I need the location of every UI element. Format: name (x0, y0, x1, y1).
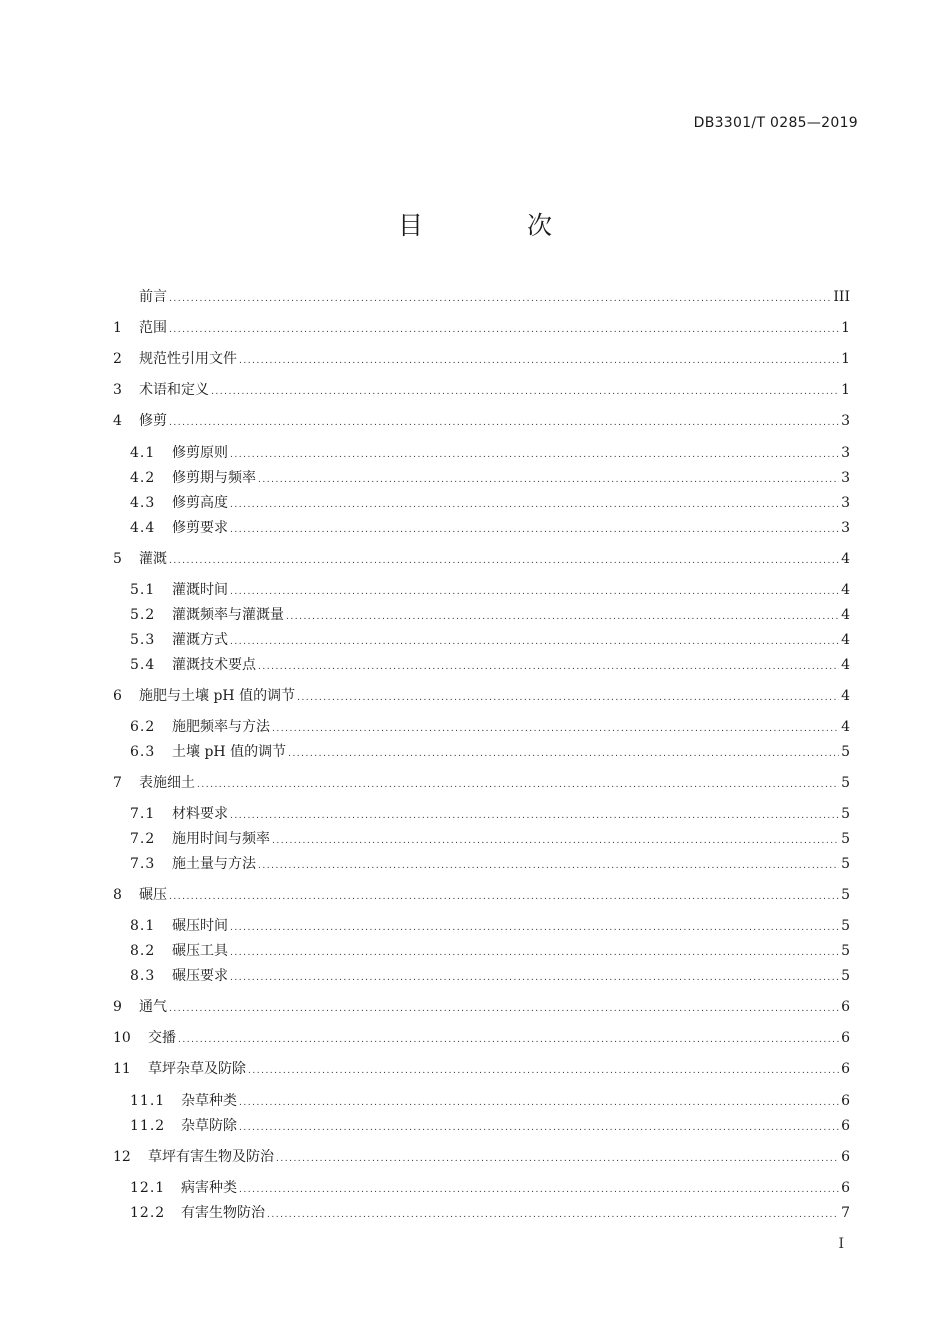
toc-entry[interactable] (113, 686, 850, 706)
toc-entry-number: 12 (113, 1149, 131, 1165)
toc-entry-number: 12.2 (130, 1205, 166, 1221)
toc-dot-leader (276, 1149, 839, 1169)
toc-entry-page: 4 (841, 607, 850, 623)
toc-entry-page: 5 (841, 968, 850, 984)
toc-entry[interactable] (113, 349, 850, 369)
toc-entry-number: 1 (113, 320, 122, 336)
toc-entry-page: 3 (841, 520, 850, 536)
toc-entry-page: 6 (841, 1118, 850, 1134)
footer-page-number: I (838, 1236, 844, 1252)
toc-entry-number: 5.2 (130, 607, 156, 623)
toc-entry[interactable] (130, 742, 850, 762)
toc-entry-number: 11.2 (130, 1118, 166, 1134)
toc-entry-title: 灌溉 (139, 551, 167, 567)
toc-entry-number: 11 (113, 1061, 131, 1077)
toc-entry[interactable] (130, 966, 850, 986)
toc-entry-number: 8.1 (130, 918, 156, 934)
toc-entry-title: 杂草种类 (181, 1093, 237, 1109)
toc-dot-leader (230, 520, 839, 540)
toc-entry-title: 表施细土 (139, 775, 195, 791)
toc-entry[interactable] (130, 804, 850, 824)
toc-dot-leader (272, 831, 839, 851)
toc-entry-title: 规范性引用文件 (139, 351, 237, 367)
toc-dot-leader (239, 351, 839, 371)
toc-dot-leader (178, 1030, 839, 1050)
toc-entry-page: 5 (841, 856, 850, 872)
toc-entry[interactable] (130, 1203, 850, 1223)
toc-dot-leader (230, 918, 839, 938)
toc-entry[interactable] (130, 518, 850, 538)
toc-entry[interactable] (130, 630, 850, 650)
toc-entry-page: 1 (841, 351, 850, 367)
toc-entry-title: 灌溉时间 (172, 582, 228, 598)
toc-entry-page: 6 (841, 1061, 850, 1077)
toc-entry-title: 范围 (139, 320, 167, 336)
toc-entry[interactable] (130, 717, 850, 737)
toc-dot-leader (230, 943, 839, 963)
toc-entry-title: 施肥频率与方法 (172, 719, 270, 735)
toc-entry-page: 4 (841, 582, 850, 598)
toc-dot-leader (211, 382, 839, 402)
toc-entry-number: 7.2 (130, 831, 156, 847)
toc-entry-number: 5.1 (130, 582, 156, 598)
toc-entry-number: 2 (113, 351, 122, 367)
toc-entry[interactable] (113, 885, 850, 905)
toc-entry-title: 前言 (139, 289, 167, 305)
toc-entry[interactable] (130, 493, 850, 513)
toc-entry-page: 3 (841, 470, 850, 486)
toc-entry-title: 通气 (139, 999, 167, 1015)
toc-dot-leader (169, 320, 839, 340)
toc-entry-title: 修剪高度 (172, 495, 228, 511)
toc-entry-title: 有害生物防治 (181, 1205, 265, 1221)
toc-entry-page: 4 (841, 719, 850, 735)
toc-entry[interactable] (130, 443, 850, 463)
toc-dot-leader (272, 719, 839, 739)
toc-entry-title: 材料要求 (172, 806, 228, 822)
toc-entry-number: 5.3 (130, 632, 156, 648)
toc-entry-page: 4 (841, 632, 850, 648)
toc-entry-title: 碾压时间 (172, 918, 228, 934)
toc-dot-leader (230, 445, 839, 465)
toc-entry[interactable] (130, 580, 850, 600)
toc-entry-title: 杂草防除 (181, 1118, 237, 1134)
page-title: 目 次 (398, 211, 600, 240)
toc-entry[interactable] (130, 916, 850, 936)
toc-entry[interactable] (130, 941, 850, 961)
toc-entry-title: 碾压要求 (172, 968, 228, 984)
toc-entry-page: 7 (841, 1205, 850, 1221)
toc-entry-number: 8.3 (130, 968, 156, 984)
toc-entry[interactable] (130, 1091, 850, 1111)
toc-entry-number: 4.1 (130, 445, 156, 461)
toc-entry-title: 草坪杂草及防除 (148, 1061, 246, 1077)
toc-dot-leader (267, 1205, 839, 1225)
toc-entry-page: 5 (841, 918, 850, 934)
toc-entry-number: 3 (113, 382, 122, 398)
document-code: DB3301/T 0285—2019 (693, 115, 858, 131)
toc-entry-page: 5 (841, 775, 850, 791)
toc-entry-title: 病害种类 (181, 1180, 237, 1196)
toc-entry-page: 6 (841, 1030, 850, 1046)
toc-dot-leader (286, 607, 839, 627)
toc-entry-page: 6 (841, 999, 850, 1015)
toc-dot-leader (288, 744, 839, 764)
toc-dot-leader (258, 657, 839, 677)
toc-entry[interactable] (113, 1028, 850, 1048)
toc-entry-page: 5 (841, 806, 850, 822)
toc-entry-number: 8.2 (130, 943, 156, 959)
toc-entry-page: 5 (841, 943, 850, 959)
toc-entry[interactable] (113, 411, 850, 431)
toc-dot-leader (169, 413, 839, 433)
toc-dot-leader (169, 887, 839, 907)
toc-dot-leader (230, 632, 839, 652)
toc-dot-leader (297, 688, 839, 708)
toc-entry-number: 9 (113, 999, 122, 1015)
toc-entry-title: 灌溉方式 (172, 632, 228, 648)
toc-entry-page: 3 (841, 445, 850, 461)
toc-entry-title: 土壤 pH 值的调节 (172, 744, 287, 760)
toc-entry[interactable] (113, 773, 850, 793)
toc-entry-title: 灌溉频率与灌溉量 (172, 607, 284, 623)
toc-entry-page: 4 (841, 688, 850, 704)
toc-dot-leader (169, 551, 839, 571)
toc-entry-number: 4 (113, 413, 122, 429)
toc-entry-page: 3 (841, 495, 850, 511)
toc-entry-page: 4 (841, 657, 850, 673)
toc-entry-number: 6.2 (130, 719, 156, 735)
toc-entry-number: 6 (113, 688, 122, 704)
toc-entry-page: 5 (841, 831, 850, 847)
toc-entry-page: 4 (841, 551, 850, 567)
toc-entry-title: 修剪 (139, 413, 167, 429)
toc-dot-leader (230, 806, 839, 826)
toc-entry[interactable] (113, 318, 850, 338)
toc-dot-leader (230, 968, 839, 988)
toc-dot-leader (258, 470, 839, 490)
toc-entry[interactable] (130, 829, 850, 849)
toc-entry-page: 5 (841, 887, 850, 903)
toc-entry-title: 修剪要求 (172, 520, 228, 536)
toc-entry[interactable] (113, 287, 850, 307)
toc-entry-page: 6 (841, 1180, 850, 1196)
toc-entry-page: 6 (841, 1093, 850, 1109)
toc-dot-leader (239, 1180, 839, 1200)
toc-dot-leader (239, 1093, 839, 1113)
toc-entry-page: 5 (841, 744, 850, 760)
toc-entry-number: 4.4 (130, 520, 156, 536)
toc-entry-title: 修剪原则 (172, 445, 228, 461)
toc-entry[interactable] (130, 1178, 850, 1198)
toc-entry-number: 7.1 (130, 806, 156, 822)
toc-entry-title: 施土量与方法 (172, 856, 256, 872)
toc-entry-number: 5 (113, 551, 122, 567)
toc-entry-number: 11.1 (130, 1093, 166, 1109)
toc-entry-title: 灌溉技术要点 (172, 657, 256, 673)
toc-entry-title: 修剪期与频率 (172, 470, 256, 486)
toc-entry-number: 10 (113, 1030, 131, 1046)
toc-dot-leader (258, 856, 839, 876)
toc-entry-number: 7 (113, 775, 122, 791)
toc-entry-title: 碾压 (139, 887, 167, 903)
toc-entry-number: 4.2 (130, 470, 156, 486)
toc-entry-number: 7.3 (130, 856, 156, 872)
toc-dot-leader (169, 289, 831, 309)
toc-dot-leader (248, 1061, 839, 1081)
toc-entry[interactable] (130, 468, 850, 488)
toc-dot-leader (239, 1118, 839, 1138)
toc-entry-title: 术语和定义 (139, 382, 209, 398)
toc-dot-leader (197, 775, 839, 795)
toc-entry-page: 1 (841, 382, 850, 398)
toc-entry-title: 施肥与土壤 pH 值的调节 (139, 688, 296, 704)
toc-entry-title: 交播 (148, 1030, 176, 1046)
toc-entry[interactable] (113, 997, 850, 1017)
toc-entry-page: 1 (841, 320, 850, 336)
toc-entry-page: 6 (841, 1149, 850, 1165)
toc-entry[interactable] (130, 605, 850, 625)
toc-dot-leader (169, 999, 839, 1019)
toc-entry[interactable] (130, 854, 850, 874)
toc-entry-number: 12.1 (130, 1180, 166, 1196)
toc-entry[interactable] (113, 380, 850, 400)
toc-entry[interactable] (113, 1059, 850, 1079)
toc-entry-title: 草坪有害生物及防治 (148, 1149, 274, 1165)
toc-entry-number: 5.4 (130, 657, 156, 673)
toc-entry[interactable] (130, 655, 850, 675)
toc-entry-page: III (833, 289, 850, 305)
toc-entry-number: 6.3 (130, 744, 156, 760)
toc-entry-title: 碾压工具 (172, 943, 228, 959)
toc-dot-leader (230, 582, 839, 602)
toc-entry[interactable] (113, 1147, 850, 1167)
toc-entry-number: 4.3 (130, 495, 156, 511)
toc-entry-page: 3 (841, 413, 850, 429)
toc-entry[interactable] (130, 1116, 850, 1136)
toc-entry-title: 施用时间与频率 (172, 831, 270, 847)
toc-entry-number: 8 (113, 887, 122, 903)
toc-dot-leader (230, 495, 839, 515)
toc-entry[interactable] (113, 549, 850, 569)
